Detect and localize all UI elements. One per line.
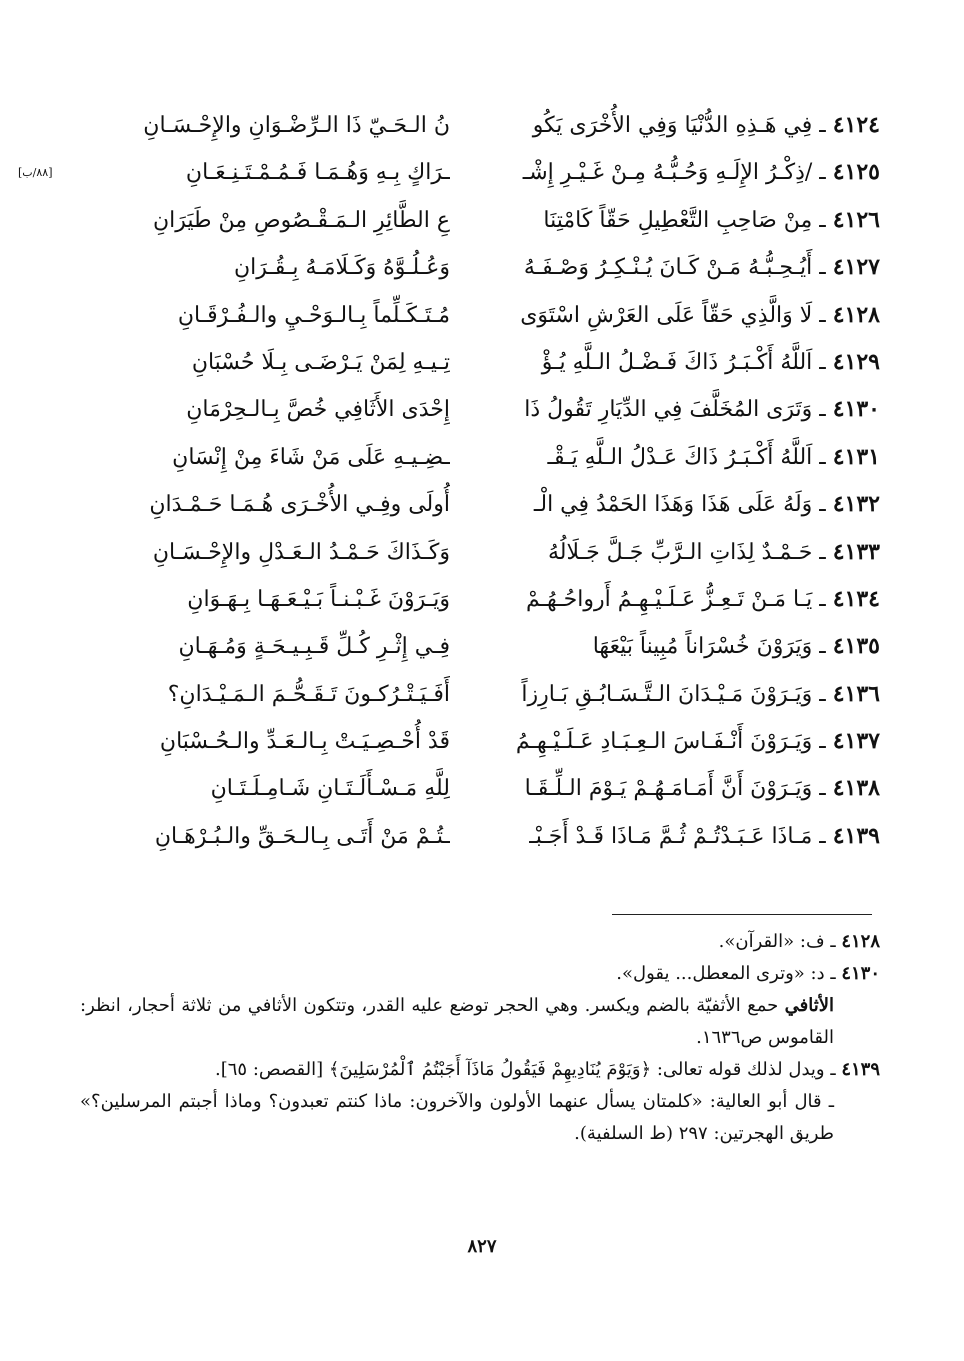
verse-number: ٤١٢٧ <box>832 254 880 281</box>
verse-line <box>80 765 880 812</box>
verse-first-hemistich: ٤١٢٥ ـ /ذِكْـرُ الإِلَـهِ وَحُـبُّـهُ مِـنْ غَـيْـرِ إِشْـ <box>522 159 880 186</box>
verse-number: ٤١٣١ <box>832 443 880 470</box>
verse-second-hemistich: تِـيـهِ لِمَنْ يَـرْضَـى بِـلَا حُسْبَانِ <box>191 349 450 375</box>
footnote-number: ٤١٣٩ <box>841 1059 880 1080</box>
footnote-definition-text: حمع الأثفيّة بالضم ويكسر. وهي الحجر توضع عليه القدر، وتتكون الأثافي من ثلاثة أحجار، انظر: القاموس ص١٦٣٦. <box>80 995 834 1048</box>
verse-number: ٤١٢٥ <box>832 159 880 186</box>
verse-line <box>80 576 880 623</box>
verse-number: ٤١٣٥ <box>832 633 880 660</box>
footnote-number: ٤١٢٨ <box>841 931 880 952</box>
verse-first-hemistich: ٤١٣٥ ـ وَيَرَوْنَ خُسْرَاناً مُبِيناً بَيْعَهَا <box>592 633 880 660</box>
verse-number: ٤١٢٤ <box>832 112 880 138</box>
verse-second-hemistich: قَدْ أُحْـصِـيَـتْ بِـالـعَـدِّ والـحُـسْبَانِ <box>159 729 450 755</box>
verse-second-hemistich: وَيَـرَوْنَ غَـبْـنـاً بَـيْـعَـهَـا بِـهَـوَانِ <box>187 586 450 612</box>
verse-first-hemistich: ٤١٢٦ ـ مِنْ صَاحِبِ التَّعْطِيلِ حَقّاً كَامْتِنَا <box>543 206 880 233</box>
verse-line <box>80 292 880 339</box>
footnote-text: ويدل لذلك قوله تعالى: ﴿وَيَوْمَ يُنَادِيهِمْ فَيَقُولُ مَاذَآ أَجَبْتُمُ ٱلْمُرْسَلِينَ﴾ [القصص: ٦٥]. <box>215 1059 825 1080</box>
verse-second-hemistich: ـضِـيـهِ عَلَى مَنْ شَاءَ مِنْ إِنْسَانِ <box>172 444 450 470</box>
verse-second-hemistich: وَكَـذَاكَ حَـمْـدُ الـعَـدْلِ والإِحْـسَـانِ <box>152 539 450 565</box>
verse-line <box>80 197 880 244</box>
verse-line <box>80 434 880 481</box>
verse-first-hemistich: ٤١٢٧ ـ أَيُـحِـبُّـهُ مَـنْ كَـانَ يُـنْـكِـرُ وَصْـفَـهُ <box>523 254 880 281</box>
verse-number: ٤١٢٦ <box>832 206 880 233</box>
verse-line <box>80 671 880 718</box>
verse-second-hemistich: لِلَّهِ مَـسْـأَلَـتَـانِ شَـامِـلَـتَـانِ <box>210 776 450 802</box>
verse-number: ٤١٣٩ <box>832 822 880 849</box>
poem-verses <box>18 102 880 860</box>
verse-number: ٤١٣٢ <box>832 491 880 518</box>
verse-line <box>80 813 880 860</box>
page-number: ٨٢٧ <box>467 1236 497 1257</box>
verse-second-hemistich: نُ الـحَـيّ ذَا الـرِّضْـوَانِ والإِحْـسَـانِ <box>143 113 450 138</box>
verse-number: ٤١٣٠ <box>832 396 880 423</box>
verse-second-hemistich: عِ الطَّائِرِ الـمَـقْـصُوصِ مِنْ طَيَرَانِ <box>152 207 450 233</box>
footnote-definition <box>80 990 880 1054</box>
verse-number: ٤١٣٧ <box>832 728 880 755</box>
verse-first-hemistich: ٤١٢٨ ـ لَا وَالَّذِي حَقّاً عَلَى العَرْشِ اسْتَوَى <box>520 301 880 328</box>
footnote-separator <box>612 914 872 915</box>
verse-second-hemistich: أُولَى وفِـي الأُخْـرَى هُـمَـا حَـمْـدَانِ <box>149 492 450 518</box>
verse-line <box>80 718 880 765</box>
verse-number: ٤١٣٦ <box>832 680 880 707</box>
verse-number: ٤١٣٣ <box>832 538 880 565</box>
verse-number: ٤١٢٨ <box>832 301 880 328</box>
footnote-number: ٤١٣٠ <box>841 963 880 984</box>
footnote: ٤١٣٩ ـ ويدل لذلك قوله تعالى: ﴿وَيَوْمَ يُنَادِيهِمْ فَيَقُولُ مَاذَآ أَجَبْتُمُ ٱلْمُرْسَلِينَ﴾ [القصص: ٦٥]. <box>215 1059 880 1080</box>
footnote-continuation: ـ قال أبو العالية: «كلمتان يسأل عنهما الأولون والآخرون: ماذا كنتم تعبدون؟ وماذا أجبتم المرسلين؟» طريق الهجرتين: ٢٩٧ (ط السلفية). <box>80 1091 834 1144</box>
verse-first-hemistich: ٤١٣٨ ـ وَيَـرَوْنَ أَنَّ أَمَـامَـهُـمْ يَـوْمَ الـلِّـقَـا <box>524 775 880 802</box>
footnote: ٤١٣٠ ـ د: «وترى المعطل... يقول». <box>616 963 880 984</box>
verse-first-hemistich: ٤١٣١ ـ اَللَّهُ أَكْـبَـرُ ذَاكَ عَـدْلُ الـلَّهِ يَـقْـ <box>547 443 880 470</box>
verse-line <box>80 244 880 291</box>
verse-first-hemistich: ٤١٣٣ ـ حَـمْـدٌ لِذَاتِ الـرَّبِّ جَـلَّ جَـلَالُهُ <box>548 538 880 565</box>
verse-number: ٤١٢٩ <box>832 348 880 375</box>
verse-first-hemistich: ٤١٢٤ ـ فِي هَـذِهِ الدُّنْيَا وَفِي الأُخْرَى يَكُو <box>532 112 880 138</box>
footnote: ٤١٢٨ ـ ف: «القرآن». <box>718 931 880 952</box>
footnote-term: الأثافي <box>784 995 834 1016</box>
verse-line <box>80 623 880 670</box>
verse-line <box>80 529 880 576</box>
verse-second-hemistich: أَفَـيَـتْـرُكـونَ تَـقَـحُّـمَ الـمَـيْـدَانِ؟ <box>167 681 450 707</box>
verse-line <box>80 339 880 386</box>
verse-second-hemistich: وَعُـلُـوَّهُ وَكَـلَامَـهُ بِـقُـرَانِ <box>233 255 450 281</box>
verse-first-hemistich: ٤١٣٦ ـ وَيَـرَوْنَ مَـيْـدَانَ الـتَّـسَـابُـقِ بَـارِزاً <box>521 680 880 707</box>
verse-number: ٤١٣٤ <box>832 585 880 612</box>
verse-number: ٤١٣٨ <box>832 775 880 802</box>
verse-first-hemistich: ٤١٣٧ ـ وَيَـرَوْنَ أَنْـفَـاسَ الـعِـبَـادِ عَـلَـيْـهِـمُ <box>515 728 880 755</box>
verse-line <box>18 149 880 196</box>
verse-first-hemistich: ٤١٢٩ ـ اَللَّهُ أَكْـبَـرُ ذَاكَ فَـضْـلُ الـلَّهِ يُـؤْ <box>541 348 880 375</box>
verse-line <box>80 386 880 433</box>
verse-first-hemistich: ٤١٣٢ ـ وَلَهُ عَلَى هَذَا وَهَذَا الحَمْدُ فِي الْـ <box>533 491 880 518</box>
verse-second-hemistich: فِـي إِثْـرِ كُـلِّ قَـبِـيـحَـةٍ وَمُـهَـانِ <box>178 634 450 660</box>
footnote-text: د: «وترى المعطل... يقول». <box>616 963 825 984</box>
verse-second-hemistich: إِحْدَى الأَثَافِي خُصَّ بِـالـحِرْمَانِ <box>186 397 450 423</box>
verse-second-hemistich: ـرَاكٍ بِـهِ وَهُـمَـا فَـمُـمْـتَـنِـعَـانِ <box>185 160 450 186</box>
verse-first-hemistich: ٤١٣٤ ـ يَـا مَـنْ تَـعِـزُّ عَـلَـيْـهِـمُ أَرواحُـهُـمْ <box>525 585 880 612</box>
verse-first-hemistich: ٤١٣٩ ـ مَـاذَا عَـبَـدْتُـمْ ثُـمَّ مَـاذَا قَـدْ أَجَـبْـ <box>529 822 880 849</box>
footnote-text: ف: «القرآن». <box>718 931 825 952</box>
manuscript-folio-marker: [٨٨/ب] <box>18 166 53 180</box>
verse-line <box>80 102 880 149</box>
verse-first-hemistich: ٤١٣٠ ـ وَتَرَى المُخَلَّفَ فِي الدِّيَارِ تَقُولُ ذَا <box>524 396 880 423</box>
footnotes <box>80 926 880 1150</box>
verse-line <box>80 481 880 528</box>
verse-second-hemistich: مُـتَـكَـلِّماً بِـالـوَحْـيِ والـفُـرْقَـانِ <box>177 302 450 328</box>
verse-second-hemistich: ـتُـمْ مَنْ أَتَـى بِـالـحَـقِّ والـبُـرْهَـانِ <box>154 823 450 849</box>
